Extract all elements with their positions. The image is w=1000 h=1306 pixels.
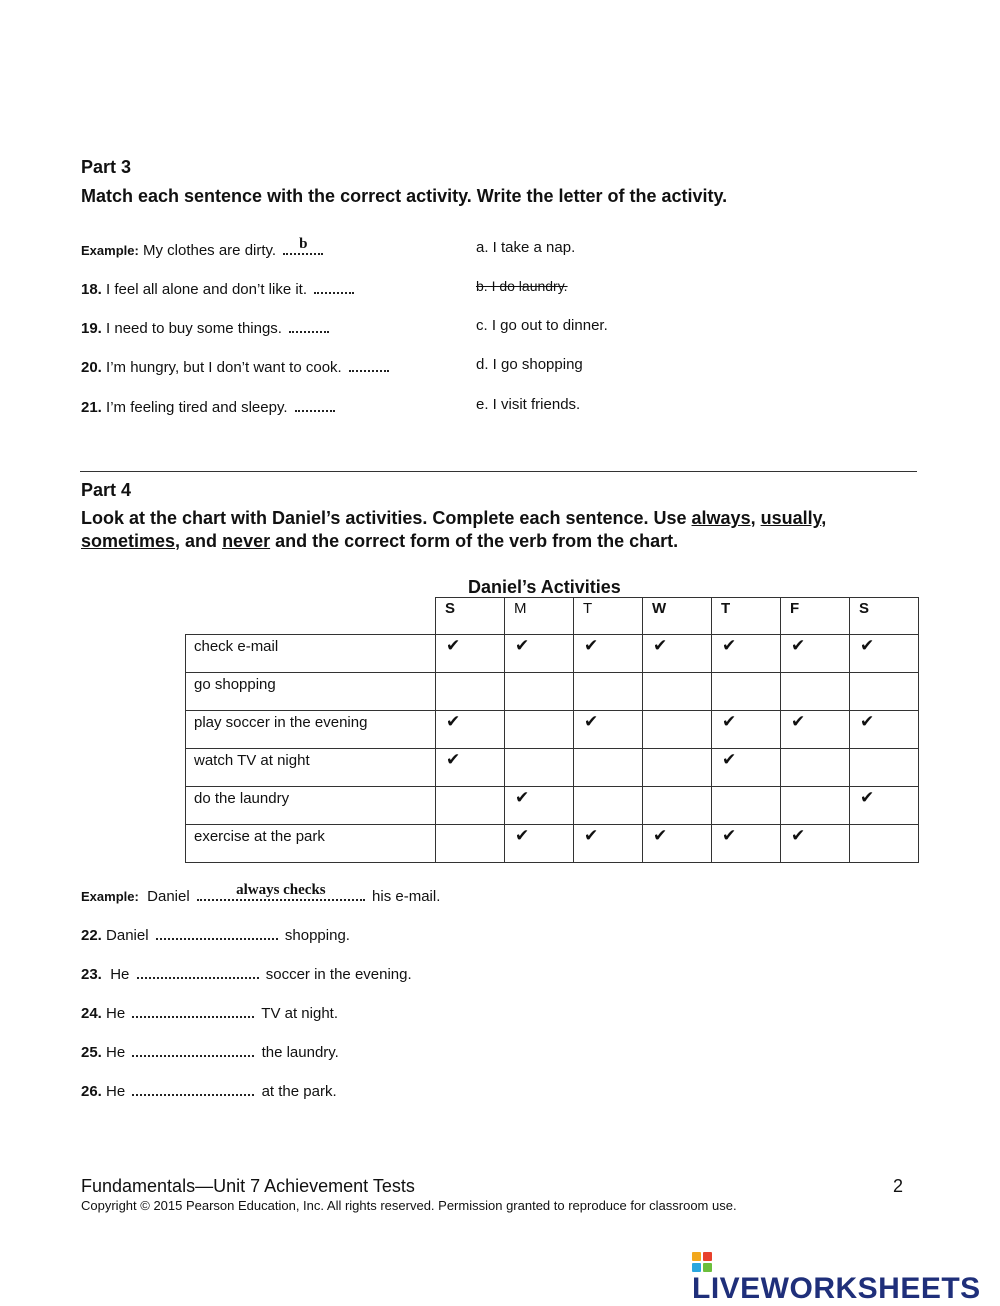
check-icon: ✔ [643,635,712,673]
check-icon: ✔ [850,635,919,673]
question-number: 24. [81,1005,102,1022]
empty-cell [850,749,919,787]
question-text: I feel all alone and don’t like it. [106,281,307,298]
day-header: S [850,598,919,635]
option-c: c. I go out to dinner. [476,317,608,334]
chart-corner [186,598,436,635]
empty-cell [781,673,850,711]
question-pre: He [106,1044,126,1061]
activity-label: play soccer in the evening [186,711,436,749]
footer-title: Fundamentals—Unit 7 Achievement Tests [81,1176,415,1196]
answer-blank-20[interactable] [349,356,389,372]
question-21 [81,396,338,416]
question-number: 22. [81,927,102,944]
day-header: F [781,598,850,635]
check-icon: ✔ [505,825,574,863]
check-icon: ✔ [781,711,850,749]
day-header: T [574,598,643,635]
option-b: b. I do laundry. [476,278,568,294]
question-24 [81,1002,338,1022]
chart-title: Daniel’s Activities [468,577,621,597]
section-divider [80,471,917,472]
option-d: d. I go shopping [476,356,583,373]
instr-sep: , and [175,531,223,551]
copyright: Copyright © 2015 Pearson Education, Inc. All rights reserved. Permission granted to reproduce for classroom use. [81,1198,737,1213]
question-18 [81,278,357,298]
empty-cell [436,673,505,711]
activity-label: watch TV at night [186,749,436,787]
answer-blank-24[interactable] [132,1002,254,1018]
check-icon: ✔ [712,825,781,863]
activity-label: go shopping [186,673,436,711]
empty-cell [781,749,850,787]
example-sentence: My clothes are dirty. [142,242,277,259]
question-20 [81,356,392,376]
instr-text: and the correct form of the verb from the chart. [270,531,679,551]
part4-example [81,882,441,905]
instr-sep: , [750,508,761,528]
word-always: always [691,508,751,528]
question-pre: He [106,1083,126,1100]
logo-square [692,1252,701,1261]
answer-blank-26[interactable] [132,1080,254,1096]
question-pre: He [106,1005,126,1022]
empty-cell [712,787,781,825]
activity-label: check e-mail [186,635,436,673]
question-number: 26. [81,1083,102,1100]
example-answer-blank [197,882,365,901]
question-number: 18. [81,281,102,298]
part3-title: Part 3 [81,157,132,177]
logo-square [692,1263,701,1272]
check-icon: ✔ [850,787,919,825]
word-never: never [222,531,271,551]
empty-cell [436,787,505,825]
check-icon: ✔ [712,749,781,787]
question-pre: He [110,966,130,983]
check-icon: ✔ [712,635,781,673]
option-a: a. I take a nap. [476,239,576,256]
liveworksheets-logo[interactable] [692,1252,1000,1306]
check-icon: ✔ [505,787,574,825]
logo-square [703,1263,712,1272]
empty-cell [643,787,712,825]
page-number: 2 [893,1176,904,1196]
check-icon: ✔ [436,635,505,673]
chart-row [186,749,919,787]
answer-blank-19[interactable] [289,317,329,333]
chart-row [186,635,919,673]
check-icon: ✔ [781,825,850,863]
question-post: soccer in the evening. [265,966,412,983]
question-post: at the park. [261,1083,337,1100]
empty-cell [712,673,781,711]
question-text: I need to buy some things. [106,320,282,337]
check-icon: ✔ [712,711,781,749]
question-number: 25. [81,1044,102,1061]
answer-blank-21[interactable] [295,396,335,412]
example-label: Example: [81,243,139,258]
question-number: 19. [81,320,102,337]
chart-row [186,673,919,711]
check-icon: ✔ [574,711,643,749]
empty-cell [505,749,574,787]
empty-cell [643,673,712,711]
question-post: the laundry. [261,1044,339,1061]
option-e: e. I visit friends. [476,396,581,413]
chart-row [186,825,919,863]
day-header: M [505,598,574,635]
word-sometimes: sometimes [81,531,176,551]
check-icon: ✔ [436,749,505,787]
answer-blank-22[interactable] [156,924,278,940]
empty-cell [574,673,643,711]
question-text: I’m feeling tired and sleepy. [106,399,288,416]
empty-cell [850,825,919,863]
example-answer: always checks [236,882,326,898]
empty-cell [505,711,574,749]
answer-blank-18[interactable] [314,278,354,294]
check-icon: ✔ [574,635,643,673]
day-header: T [712,598,781,635]
part4-title: Part 4 [81,480,132,500]
question-pre: Daniel [106,927,149,944]
check-icon: ✔ [436,711,505,749]
answer-blank-25[interactable] [132,1041,254,1057]
question-23 [81,963,412,983]
question-26 [81,1080,337,1100]
answer-blank-23[interactable] [137,963,259,979]
logo-icon [692,1252,712,1272]
part3-example [81,236,326,259]
question-number: 21. [81,399,102,416]
question-19 [81,317,332,337]
example-pre: Daniel [147,888,190,905]
question-post: TV at night. [261,1005,339,1022]
empty-cell [643,749,712,787]
empty-cell [643,711,712,749]
check-icon: ✔ [850,711,919,749]
day-header: S [436,598,505,635]
word-usually: usually [760,508,822,528]
check-icon: ✔ [505,635,574,673]
logo-square [703,1252,712,1261]
chart-row [186,787,919,825]
example-answer: b [299,236,308,252]
empty-cell [505,673,574,711]
question-number: 20. [81,359,102,376]
chart-row [186,711,919,749]
instr-text: Look at the chart with Daniel’s activities. Complete each sentence. Use [81,508,692,528]
question-number: 23. [81,966,102,983]
empty-cell [574,787,643,825]
logo-text: LIVEWORKSHEETS [692,1272,981,1305]
example-answer-blank [283,236,323,255]
empty-cell [436,825,505,863]
part4-instructions [81,507,911,553]
check-icon: ✔ [781,635,850,673]
check-icon: ✔ [643,825,712,863]
chart-header-row [186,598,919,635]
activities-chart [185,597,919,863]
empty-cell [574,749,643,787]
activity-label: do the laundry [186,787,436,825]
example-post: his e-mail. [372,888,441,905]
day-header: W [643,598,712,635]
question-22 [81,924,350,944]
question-25 [81,1041,339,1061]
question-text: I’m hungry, but I don’t want to cook. [106,359,342,376]
activity-label: exercise at the park [186,825,436,863]
instr-sep: , [821,508,827,528]
example-label: Example: [81,889,139,904]
part3-instructions: Match each sentence with the correct activity. Write the letter of the activity. [81,186,728,206]
empty-cell [781,787,850,825]
question-post: shopping. [284,927,350,944]
check-icon: ✔ [574,825,643,863]
empty-cell [850,673,919,711]
